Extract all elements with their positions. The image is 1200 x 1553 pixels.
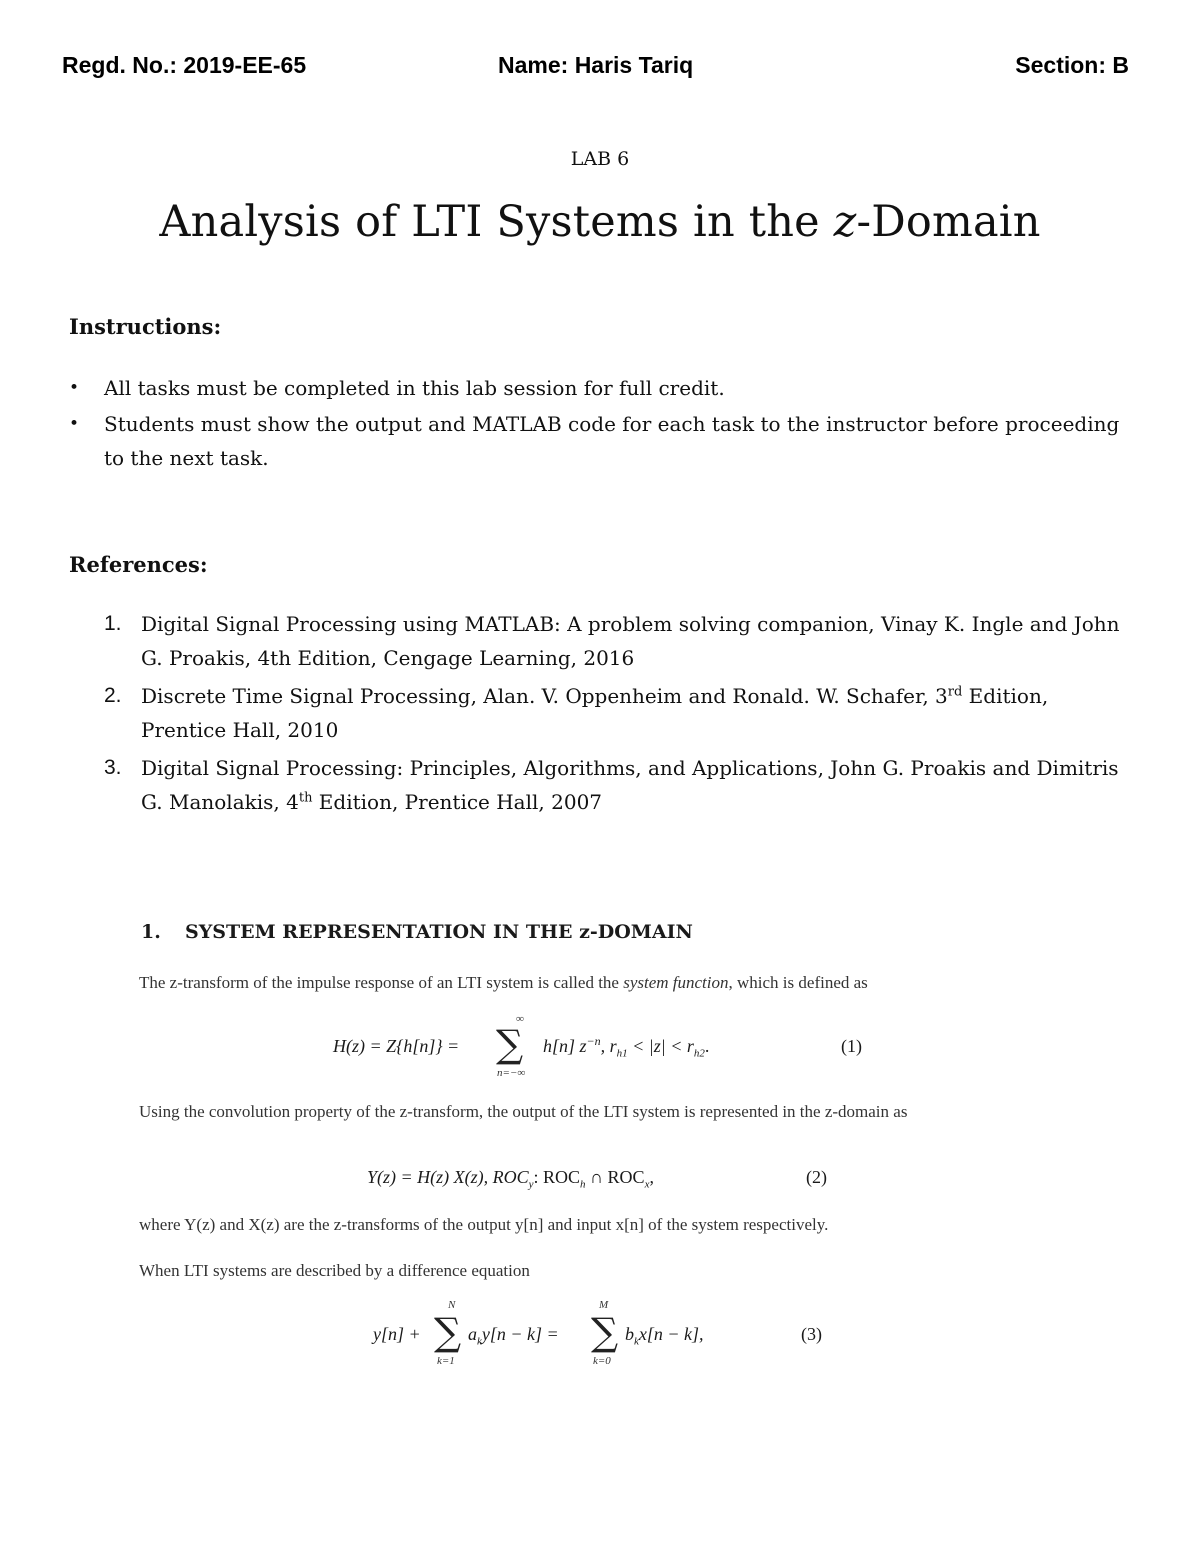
emphasis-text: system function	[623, 973, 729, 992]
references-list	[104, 607, 1124, 823]
equation-body	[367, 1167, 654, 1191]
references-heading: References:	[69, 552, 208, 577]
equation-sub-x: x	[644, 1178, 650, 1191]
reference-item	[104, 607, 1124, 675]
reference-sup: rd	[947, 684, 963, 700]
equation-exponent: −n	[586, 1034, 601, 1048]
equation-end: ,	[649, 1167, 654, 1187]
sum-lower-limit: n=−∞	[497, 1067, 526, 1079]
equation-lhs	[373, 1324, 421, 1345]
equation-roc-start: , r	[600, 1036, 617, 1056]
term2-coef: b	[625, 1324, 634, 1344]
equation-lhs-text: y[n] +	[373, 1324, 421, 1344]
equation-number: (2)	[806, 1167, 827, 1187]
sum-upper-limit: N	[448, 1299, 456, 1311]
section-title: SYSTEM REPRESENTATION IN THE z-DOMAIN	[185, 921, 693, 943]
paragraph	[139, 972, 1069, 993]
reference-number: 2.	[104, 684, 122, 707]
equation-text: Y(z) = H(z) X(z), ROC	[367, 1167, 529, 1187]
section-number: 1.	[141, 921, 161, 943]
lab-number: LAB 6	[570, 148, 630, 170]
term1-rest: y[n − k] =	[481, 1324, 559, 1344]
paragraph: When LTI systems are described by a difference equation	[139, 1261, 530, 1280]
sum-upper-limit: ∞	[516, 1013, 524, 1025]
equation-mid	[468, 1324, 559, 1348]
reference-text: Digital Signal Processing using MATLAB: A problem solving companion, Vinay K. Ingle and John G. Proakis, 4th Edition, Cengage Learning, 2016	[141, 612, 1120, 670]
equation-rhs	[625, 1324, 704, 1348]
equation-sub-y: y	[528, 1178, 534, 1191]
paragraph-text-end: , which is defined as	[728, 973, 868, 992]
equation-rhs: h[n] $z^{-n}$, $r_{h1} < |z| < r_{h2}$.	[543, 1034, 710, 1060]
student-name: Name: Haris Tariq	[498, 52, 694, 78]
summation-symbol: ∑	[496, 1022, 524, 1066]
reference-text: Digital Signal Processing: Principles, Algorithms, and Applications, John G. Proakis and Dimitris G. Manolakis, 4	[141, 756, 1119, 814]
sum-upper-limit: M	[599, 1299, 609, 1311]
instructions-list	[69, 371, 1129, 477]
term1-coef: a	[468, 1324, 477, 1344]
reference-item	[104, 751, 1124, 819]
summation-symbol: ∑	[591, 1310, 619, 1354]
title-italic: z	[833, 197, 857, 247]
sum-lower-limit: k=1	[437, 1355, 455, 1367]
instruction-item: • Students must show the output and MATLAB code for each task to the instructor before proceeding to the next task.	[69, 407, 1129, 475]
paragraph-text: The z-transform of the impulse response of an LTI system is called the	[139, 973, 624, 992]
equation-rhs-text: h[n] z	[543, 1036, 587, 1056]
reference-text-end: Edition, Prentice Hall, 2007	[312, 790, 603, 814]
section-label: Section: B	[1015, 52, 1129, 78]
equation-number: (1)	[841, 1036, 862, 1056]
equation-lhs	[333, 1036, 459, 1057]
section-heading	[141, 921, 693, 943]
paragraph: Using the convolution property of the z-transform, the output of the LTI system is represented in the z-domain as	[139, 1102, 908, 1121]
term2-sub: k	[634, 1335, 639, 1348]
equation-roc-rest: < |z| < r	[627, 1036, 694, 1056]
equation-sub-2: h2	[693, 1047, 705, 1060]
title-before: Analysis of LTI Systems in the	[159, 197, 834, 247]
equation-lhs-text: H(z) = Z{h[n]} =	[333, 1036, 460, 1056]
equation-intersection: ∩ ROC	[585, 1167, 645, 1187]
reference-text-end: Edition, Prentice Hall, 2010	[141, 684, 1049, 742]
equation-mid: : ROC	[533, 1167, 581, 1187]
paragraph: where Y(z) and X(z) are the z-transforms of the output y[n] and input x[n] of the system respectively.	[139, 1215, 829, 1234]
reference-number: 3.	[104, 756, 122, 779]
equation-sub-1: h1	[616, 1047, 628, 1060]
summation-symbol: ∑	[434, 1310, 462, 1354]
reference-number: 1.	[104, 612, 122, 635]
sum-lower-limit: k=0	[593, 1355, 611, 1367]
equation-sub-h: h	[580, 1178, 586, 1191]
term1-sub: k	[477, 1335, 482, 1348]
instruction-item: • All tasks must be completed in this lab session for full credit.	[69, 371, 1129, 405]
registration-number: Regd. No.: 2019-EE-65	[62, 52, 307, 78]
title-after: -Domain	[856, 197, 1041, 247]
reference-sup: th	[298, 790, 313, 806]
page-title	[0, 197, 1200, 247]
term2-rest: x[n − k],	[638, 1324, 704, 1344]
reference-text: Discrete Time Signal Processing, Alan. V. Oppenheim and Ronald. W. Schafer, 3	[141, 684, 948, 708]
equation-number: (3)	[801, 1324, 822, 1344]
reference-item	[104, 679, 1124, 747]
instructions-heading: Instructions:	[69, 314, 222, 339]
